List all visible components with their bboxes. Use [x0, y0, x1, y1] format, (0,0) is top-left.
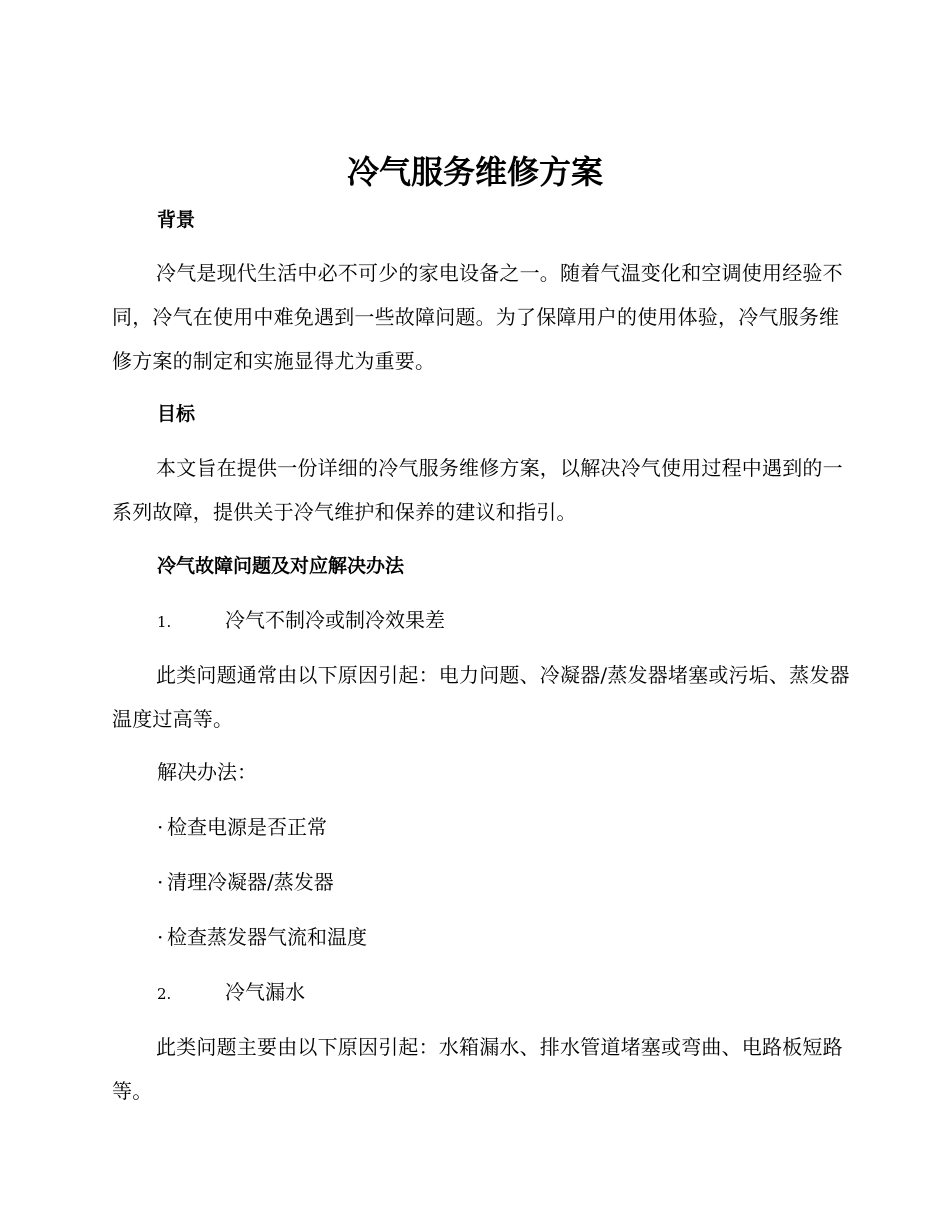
document-title: 冷气服务维修方案: [346, 153, 603, 191]
solution-list-item: [157, 813, 327, 841]
goal-paragraph: 本文旨在提供一份详细的冷气服务维修方案，以解决冷气使用过程中遇到的一系列故障，提供关于冷气维护和保养的建议和指引。: [112, 456, 843, 524]
fault-1-cause-paragraph: 此类问题通常由以下原因引起：电力问题、冷凝器/蒸发器堵塞或污垢、蒸发器温度过高等。: [112, 663, 850, 731]
section-heading-background: 背景: [157, 209, 196, 231]
fault-item-title: 冷气不制冷或制冷效果差: [225, 608, 445, 632]
section-heading-faults: 冷气故障问题及对应解决办法: [157, 555, 405, 577]
fault-item-title: 冷气漏水: [225, 980, 305, 1004]
solution-list-item: [157, 868, 334, 896]
solution-label: 解决办法：: [157, 760, 257, 784]
solution-text: 清理冷凝器/蒸发器: [167, 870, 334, 894]
bullet-icon: ·: [157, 870, 164, 894]
background-paragraph: 冷气是现代生活中必不可少的家电设备之一。随着气温变化和空调使用经验不同，冷气在使用中难免遇到一些故障问题。为了保障用户的使用体验，冷气服务维修方案的制定和实施显得尤为重要。: [112, 261, 843, 373]
fault-2-cause-paragraph: 此类问题主要由以下原因引起：水箱漏水、排水管道堵塞或弯曲、电路板短路等。: [112, 1035, 843, 1103]
fault-item-1: [157, 606, 445, 636]
section-heading-goal: 目标: [157, 403, 196, 425]
solution-text: 检查蒸发器气流和温度: [167, 925, 367, 949]
solution-list-item: [157, 923, 367, 951]
bullet-icon: ·: [157, 925, 164, 949]
fault-item-number: 2.: [157, 985, 172, 1003]
fault-item-number: 1.: [157, 613, 172, 631]
fault-item-2: [157, 978, 305, 1008]
bullet-icon: ·: [157, 815, 164, 839]
solution-text: 检查电源是否正常: [167, 815, 327, 839]
